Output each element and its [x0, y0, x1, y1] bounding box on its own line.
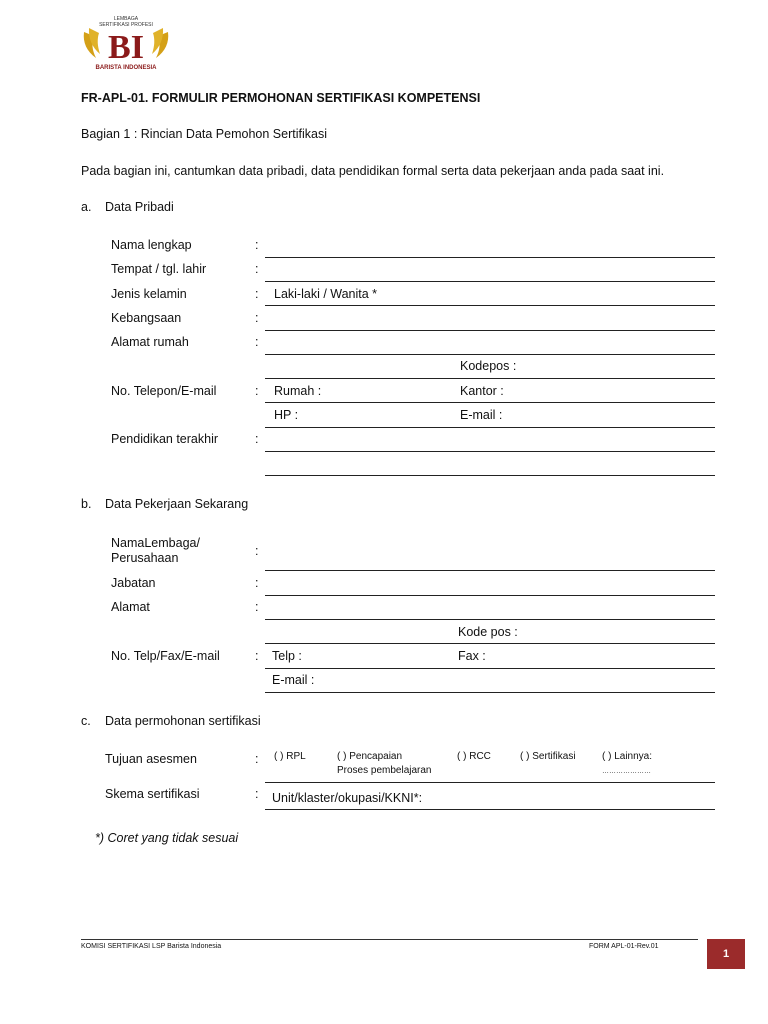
section-a-letter: a. — [81, 200, 92, 214]
intro-text: Pada bagian ini, cantumkan data pribadi, data pendidikan formal serta data pekerjaan anda pada saat ini. — [81, 164, 665, 178]
colon: : — [255, 787, 259, 801]
label-nama-lengkap: Nama lengkap — [111, 238, 192, 252]
section-b-title: Data Pekerjaan Sekarang — [105, 497, 249, 511]
label-fax: Fax : — [458, 649, 486, 663]
label-jenis-kelamin: Jenis kelamin — [111, 287, 187, 301]
section-c-letter: c. — [81, 714, 91, 728]
skema-value[interactable]: Unit/klaster/okupasi/KKNI*: — [272, 791, 423, 805]
label-telp: Telp : — [272, 649, 302, 663]
footer-left: KOMISI SERTIFIKASI LSP Barista Indonesia — [81, 943, 222, 950]
input-line-pendidikan-2[interactable] — [265, 475, 715, 476]
colon: : — [255, 544, 259, 558]
colon: : — [255, 432, 259, 446]
input-line-hp-email[interactable] — [265, 427, 715, 428]
input-line-kodepos[interactable] — [265, 378, 715, 379]
lsp-barista-indonesia-logo — [80, 14, 172, 72]
input-line-jabatan[interactable] — [265, 595, 715, 596]
label-kode-pos: Kode pos : — [458, 625, 518, 639]
option-sertifikasi[interactable]: ( ) Sertifikasi — [520, 751, 576, 762]
footer-right: FORM APL-01-Rev.01 — [589, 943, 659, 950]
label-nama-lembaga-2: Perusahaan — [111, 551, 179, 565]
input-line-tujuan — [265, 782, 715, 783]
colon: : — [255, 287, 259, 301]
jenis-kelamin-value[interactable]: Laki-laki / Wanita * — [274, 287, 378, 301]
footer-divider — [81, 939, 698, 940]
colon: : — [255, 335, 259, 349]
logo-top-text-2: SERTIFIKASI PROFESI — [99, 22, 153, 28]
input-line-jk — [265, 305, 715, 306]
colon: : — [255, 600, 259, 614]
section-b-letter: b. — [81, 497, 92, 511]
option-lainnya[interactable]: ( ) Lainnya: — [602, 751, 653, 762]
label-skema-sertifikasi: Skema sertifikasi — [105, 787, 200, 801]
footnote: *) Coret yang tidak sesuai — [95, 831, 239, 845]
input-line-alamat-kantor[interactable] — [265, 619, 715, 620]
input-line-pendidikan-1[interactable] — [265, 451, 715, 452]
logo-bottom-text: BARISTA INDONESIA — [95, 65, 157, 71]
logo-letters: BI — [108, 29, 144, 66]
label-nama-lembaga-1: NamaLembaga/ — [111, 536, 200, 550]
input-line-lembaga[interactable] — [265, 570, 715, 571]
label-alamat-kantor: Alamat — [111, 600, 150, 614]
input-line-nama[interactable] — [265, 257, 715, 258]
input-line-kebangsaan[interactable] — [265, 330, 715, 331]
section-a-title: Data Pribadi — [105, 200, 174, 214]
label-hp: HP : — [274, 408, 299, 422]
label-no-telp-fax: No. Telp/Fax/E-mail — [111, 649, 220, 663]
label-rumah: Rumah : — [274, 384, 322, 398]
option-pencapaian-line2: Proses pembelajaran — [337, 765, 432, 776]
option-pencapaian[interactable]: ( ) Pencapaian — [337, 751, 403, 762]
form-title: FR-APL-01. FORMULIR PERMOHONAN SERTIFIKASI KOMPETENSI — [81, 91, 481, 105]
colon: : — [255, 311, 259, 325]
label-alamat-rumah: Alamat rumah — [111, 335, 189, 349]
input-line-telp-fax[interactable] — [265, 668, 715, 669]
label-kebangsaan: Kebangsaan — [111, 311, 182, 325]
label-email-kantor: E-mail : — [272, 673, 315, 687]
option-lainnya-dots: ………………… — [602, 768, 651, 775]
label-jabatan: Jabatan — [111, 576, 156, 590]
label-no-telepon: No. Telepon/E-mail — [111, 384, 217, 398]
option-rcc[interactable]: ( ) RCC — [457, 751, 491, 762]
section-title: Bagian 1 : Rincian Data Pemohon Sertifikasi — [81, 127, 327, 141]
label-tempat-tgl-lahir: Tempat / tgl. lahir — [111, 262, 207, 276]
option-rpl[interactable]: ( ) RPL — [274, 751, 306, 762]
input-line-alamat[interactable] — [265, 354, 715, 355]
colon: : — [255, 384, 259, 398]
input-line-telp[interactable] — [265, 402, 715, 403]
label-email: E-mail : — [460, 408, 503, 422]
colon: : — [255, 649, 259, 663]
colon: : — [255, 576, 259, 590]
label-kantor: Kantor : — [460, 384, 504, 398]
label-kodepos: Kodepos : — [460, 359, 517, 373]
input-line-ttl[interactable] — [265, 281, 715, 282]
page-number-badge: 1 — [707, 939, 745, 969]
input-line-email-kantor[interactable] — [265, 692, 715, 693]
section-c-title: Data permohonan sertifikasi — [105, 714, 261, 728]
label-tujuan-asesmen: Tujuan asesmen — [105, 752, 197, 766]
input-line-skema[interactable] — [265, 809, 715, 810]
logo-top-text-1: LEMBAGA — [113, 16, 139, 22]
colon: : — [255, 752, 259, 766]
input-line-kode-pos[interactable] — [265, 643, 715, 644]
colon: : — [255, 262, 259, 276]
colon: : — [255, 238, 259, 252]
label-pendidikan-terakhir: Pendidikan terakhir — [111, 432, 219, 446]
